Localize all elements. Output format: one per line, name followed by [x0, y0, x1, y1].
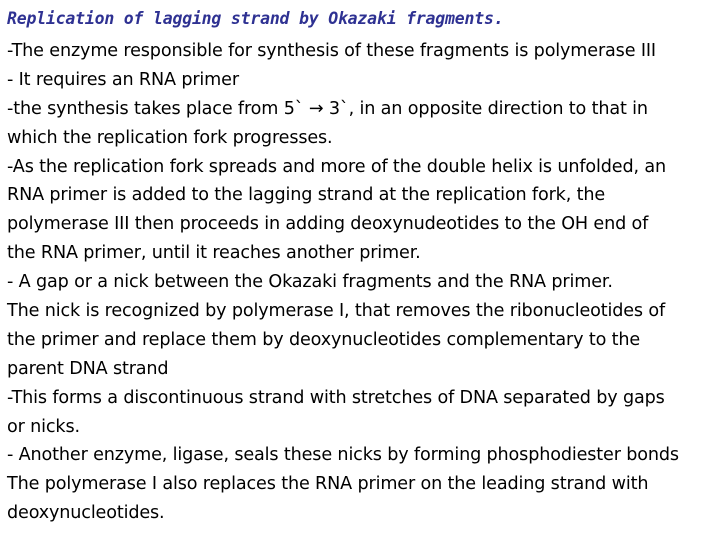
slide-title: Replication of lagging strand by Okazaki fragments. — [7, 9, 504, 28]
text-line: deoxynucleotides. — [7, 503, 165, 524]
text-line: the primer and replace them by deoxynucleotides complementary to the — [7, 329, 641, 350]
text-line: which the replication fork progresses. — [7, 127, 333, 148]
text-line: -The enzyme responsible for synthesis of these fragments is polymerase III — [7, 41, 656, 61]
text-line: polymerase III then proceeds in adding deoxynudeotides to the OH end of — [7, 214, 649, 235]
text-line: -As the replication fork spreads and more of the double helix is unfolded, an — [7, 156, 666, 177]
text-line: The polymerase I also replaces the RNA primer on the leading strand with — [7, 474, 649, 495]
body-text — [7, 37, 720, 528]
text-line: -the synthesis takes place from 5` → 3`, in an opposite direction to that in — [7, 98, 648, 119]
text-line: The nick is recognized by polymerase I, that removes the ribonucleotides of — [7, 301, 666, 322]
text-line: or nicks. — [7, 416, 80, 437]
text-line: - A gap or a nick between the Okazaki fragments and the RNA primer. — [7, 272, 613, 293]
text-line: the RNA primer, until it reaches another primer. — [7, 243, 421, 264]
text-line: RNA primer is added to the lagging strand at the replication fork, the — [7, 185, 605, 206]
text-line: parent DNA strand — [7, 358, 169, 379]
text-line: - It requires an RNA primer — [7, 69, 239, 90]
text-line: -This forms a discontinuous strand with stretches of DNA separated by gaps — [7, 387, 665, 408]
text-line: - Another enzyme, ligase, seals these nicks by forming phosphodiester bonds — [7, 445, 679, 466]
